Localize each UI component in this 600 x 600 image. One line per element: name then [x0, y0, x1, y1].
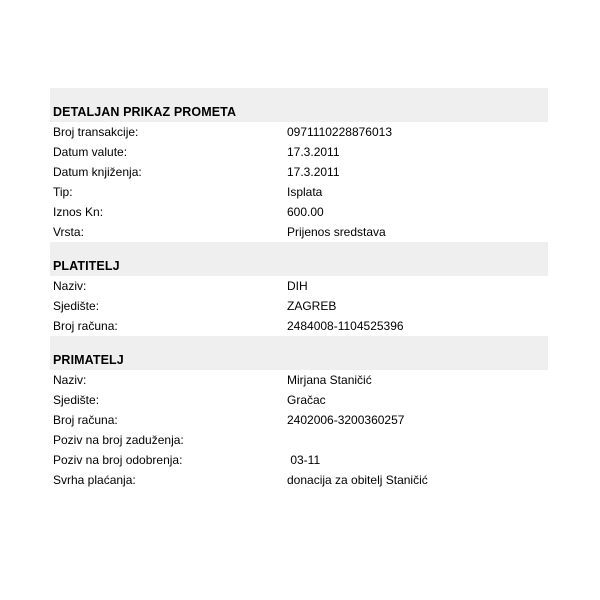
detail-row-booking-date: [50, 162, 548, 182]
recipient-row-payment-purpose: [50, 470, 548, 490]
transaction-detail-document: [50, 88, 548, 490]
detail-row-kind: [50, 222, 548, 242]
recipient-row-name: [50, 370, 548, 390]
recipient-row-seat: [50, 390, 548, 410]
recipient-row-credit-reference: [50, 450, 548, 470]
recipient-row-account: [50, 410, 548, 430]
row-label: Sjedište:: [53, 393, 100, 407]
row-value: Mirjana Staničić: [287, 373, 372, 387]
row-value: 03-11: [287, 453, 321, 467]
section-header: DETALJAN PRIKAZ PROMETA: [50, 88, 548, 122]
row-label: Datum knjiženja:: [53, 165, 142, 179]
row-value: [287, 430, 548, 450]
row-label: Broj računa:: [53, 413, 118, 427]
section-payer: [50, 242, 548, 336]
section-recipient: [50, 336, 548, 490]
section-transaction-details: [50, 88, 548, 242]
row-label: Tip:: [53, 185, 73, 199]
row-label: Svrha plaćanja:: [53, 473, 136, 487]
detail-row-value-date: [50, 142, 548, 162]
row-label: Sjedište:: [53, 299, 100, 313]
row-value: Isplata: [287, 185, 323, 199]
row-label: Broj transakcije:: [53, 125, 139, 139]
row-value: 0971110228876013: [287, 125, 392, 139]
payer-row-account: [50, 316, 548, 336]
row-value: 2402006-3200360257: [287, 413, 405, 427]
row-label: Naziv:: [53, 279, 87, 293]
payer-row-name: [50, 276, 548, 296]
row-value: 17.3.2011: [287, 165, 340, 179]
row-value: 17.3.2011: [287, 145, 340, 159]
detail-row-transaction-number: [50, 122, 548, 142]
row-value: DIH: [287, 279, 308, 293]
row-value: Prijenos sredstava: [287, 225, 386, 239]
detail-row-amount: [50, 202, 548, 222]
payer-row-seat: [50, 296, 548, 316]
row-value: 2484008-1104525396: [287, 319, 404, 333]
section-header: PRIMATELJ: [50, 336, 548, 370]
row-label: Poziv na broj zaduženja:: [53, 433, 184, 447]
row-value: donacija za obitelj Staničić: [287, 473, 428, 487]
detail-row-type: [50, 182, 548, 202]
row-label: Vrsta:: [53, 225, 84, 239]
row-value: ZAGREB: [287, 299, 337, 313]
row-value: Gračac: [287, 393, 326, 407]
row-label: Poziv na broj odobrenja:: [53, 453, 183, 467]
row-label: Naziv:: [53, 373, 87, 387]
row-value: 600.00: [287, 205, 324, 219]
recipient-row-debit-reference: [50, 430, 548, 450]
section-header: PLATITELJ: [50, 242, 548, 276]
row-label: Broj računa:: [53, 319, 118, 333]
row-label: Datum valute:: [53, 145, 128, 159]
row-label: Iznos Kn:: [53, 205, 104, 219]
